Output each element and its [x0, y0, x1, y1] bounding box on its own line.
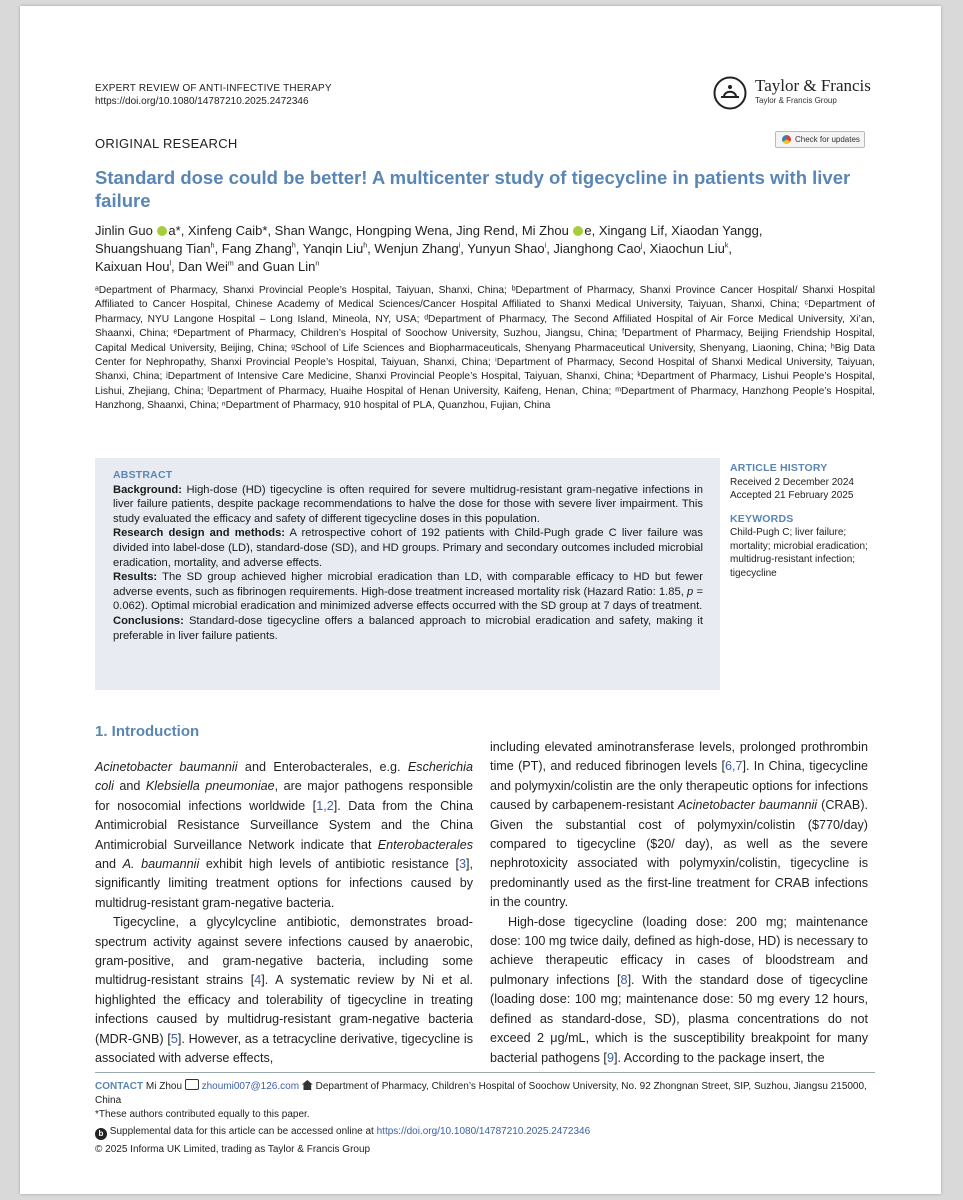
body-column-left — [95, 758, 473, 1069]
text-run: Enterobacterales — [377, 837, 473, 852]
abstract-text: = 0.062). Optimal microbial eradication and minimized adverse effects occurred with the SD group at 7 days of treatment. — [113, 585, 703, 613]
affil-sup: k — [724, 242, 729, 250]
text-run: ]. Data from the China Antimicrobial Resistance Surveillance System and the China Antimicrobial Surveillance Network indicate that — [95, 798, 473, 852]
author-text: e, Xingang Li — [584, 223, 661, 238]
affil-sup: h — [210, 242, 215, 250]
text-run: ]. In China, tigecycline and polymyxin/colistin are the only therapeutic options for infections caused by carbapenem-resistant — [490, 759, 868, 813]
author-text: Kaixuan Hou — [95, 259, 170, 274]
affil-sup: j — [640, 242, 643, 250]
author-text: f, Xiaodan Yang — [660, 223, 752, 238]
author-text: Shuangshuang Tian — [95, 241, 211, 256]
text-run: A. baumannii — [122, 857, 200, 872]
author-text: , Jianghong Cao — [546, 241, 641, 256]
text-run: ]. A systematic review by Ni et al. highlighted the efficacy and tolerability of tigecycline in treating infections caused by multidrug-resistant gram-negative bacteria (MDR-GNB) [ — [95, 973, 473, 1046]
author-text: b*, Shan Wang — [255, 223, 343, 238]
author-list: Jinlin Guo a*, Xinfeng Caib*, Shan Wangc, Hongping Wena, Jing Rend, Mi Zhou e, Xingang Lif, Xiaodan Yangg, Shuangshuang Tian$^h$, Fang Zhang$^h$, Yanqin Liu$^h$, Wenjun Zhang$^i$, Yunyun Shao$^i$, Jianghong Cao$^j$, Xiaochun Liu$^k$, Kaixuan Hou$^l$, Dan Wei$^m$ and Guan Lin$^n$ — [95, 223, 763, 274]
author-text: , Xiaochun Liu — [642, 241, 725, 256]
citation-link[interactable]: 4 — [254, 973, 262, 988]
text-run: exhibit high levels of antibiotic resistance [ — [199, 857, 459, 872]
orcid-icon[interactable] — [157, 226, 167, 236]
paragraph — [490, 913, 868, 1068]
keywords-heading: KEYWORDS — [730, 512, 794, 525]
text-run: Escherichia coli — [95, 760, 473, 794]
citation-link[interactable]: 5 — [170, 1031, 178, 1046]
article-title: Standard dose could be better! A multicenter study of tigecycline in patients with liver failure — [95, 167, 851, 211]
text-run: Acinetobacter baumannii — [95, 760, 238, 774]
text-run: (CRAB). Given the substantial cost of polymyxin/colistin ($770/day) compared to tigecycline ($20/ day), as well as the severe nephrotoxicity associated with polymyxin/colistin, tigecycline is predominantly used as the first-line treatment for CRAB infections in the country. — [490, 798, 869, 910]
abstract-text: p — [687, 585, 694, 598]
supplemental-link[interactable]: https://doi.org/10.1080/14787210.2025.2472346 — [376, 1126, 591, 1137]
text-run: and — [95, 857, 123, 872]
text-run: and Enterobacterales, e.g. — [237, 760, 408, 774]
contact-email-link[interactable]: zhoumi007@126.com — [201, 1081, 300, 1092]
affiliations: ᵃDepartment of Pharmacy, Shanxi Provincial People’s Hospital, Taiyuan, Shanxi, China; ᵇDepartment of Pharmacy, Shanxi Province Cancer Hospital/ Shanxi Hospital Affiliated to Cancer Hospital, Chinese Academy of Medical Sciences/Cancer Hospital Affiliated to Shanxi Medical University, Taiyuan, Shanxi, China; ᶜDepartment of Pharmacy, NYU Langone Hospital – Long Island, Mineola, NY, USA; ᵈDepartment of Pharmacy, The Second Affiliated Hospital of Air Force Medical University, Xi’an, Shaanxi, China; ᵉDepartment of Pharmacy, Children’s Hospital of Soochow University, Suzhou, Jiangsu, China; ᶠDepartment of Pharmacy, Beijing Friendship Hospital, Capital Medical University, Beijing, China; ᵍSchool of Life Sciences and Biopharmaceuticals, Shenyang Pharmaceutical University, Shenyang, Liaoning, China; ʰBig Data Center for Nephropathy, Shanxi Provincial People’s Hospital, Taiyuan, Shanxi, China; ⁱDepartment of Pharmacy, Second Hospital of Shanxi Medical University, Taiyuan, Shanxi, China; ʲDepartment of Intensive Care Medicine, Shanxi Provincial People’s Hospital, Taiyuan, Shanxi, China; ᵏDepartment of Pharmacy, Lishui People’s Hospital, Lishui, Zhejiang, China; ˡDepartment of Pharmacy, Huaihe Hospital of Henan University, Kaifeng, Henan, China; ᵐDepartment of Pharmacy, Hanzhong People’s Hospital, Hanzhong, Shaanxi, China; ⁿDepartment of Pharmacy, 910 hospital of PLA, Quanzhou, Fujian, China — [95, 285, 875, 412]
text-run: , are major pathogens responsible for nosocomial infections worldwide [ — [95, 779, 473, 813]
citation-link[interactable]: 9 — [606, 1050, 614, 1065]
check-updates-label: Check for updates — [795, 135, 860, 144]
journal-doi[interactable]: https://doi.org/10.1080/14787210.2025.2472346 — [95, 96, 309, 107]
author-text: c, Hongping Wen — [342, 223, 442, 238]
affil-sup: i — [458, 242, 461, 250]
citation-link[interactable]: 3 — [459, 857, 467, 872]
abstract-label: Research design and methods: — [113, 527, 286, 540]
contact-name: Mi Zhou — [143, 1081, 185, 1092]
text-run: ], significantly limiting treatment options for infections caused by multidrug-resistant gram-negative bacteria. — [95, 857, 474, 910]
copyright: © 2025 Informa UK Limited, trading as Taylor & Francis Group — [95, 1144, 371, 1155]
author-text: g, — [751, 223, 763, 238]
abstract-methods — [113, 526, 703, 570]
contact-line — [95, 1079, 875, 1108]
text-run: ]. According to the package insert, the — [613, 1050, 825, 1065]
equal-contribution-note: *These authors contributed equally to this paper. — [95, 1109, 310, 1120]
citation-link[interactable]: 1,2 — [316, 798, 334, 813]
contact-address: Department of Pharmacy, Children’s Hospital of Soochow University, No. 92 Zhongnan Street, SIP, Suzhou, Jiangsu 215000, China — [95, 1081, 867, 1106]
affil-sup: m — [227, 260, 234, 268]
history-heading: ARTICLE HISTORY — [730, 462, 828, 474]
affil-sup: l — [169, 260, 172, 268]
text-run: ]. With the standard dose of tigecycline (loading dose: 100 mg; maintenance dose: 50 mg every 12 hours, defined as standard-dose, SD), plasma concentrations do not exceed 2 μg/mL, which is the susceptibility breakpoint for many bacterial pathogens [ — [490, 972, 868, 1065]
affil-sup: h — [363, 242, 368, 250]
journal-name: EXPERT REVIEW OF ANTI-INFECTIVE THERAPY — [95, 83, 332, 94]
journal-header — [95, 82, 332, 108]
author-text: d, Mi Zhou — [507, 223, 573, 238]
abstract-conclusions — [113, 614, 703, 643]
author-text: , Yunyun Shao — [460, 241, 545, 256]
author-text: , Yanqin Liu — [295, 241, 364, 256]
citation-link[interactable]: 8 — [620, 972, 628, 987]
article-page — [20, 6, 941, 1194]
supplemental-line — [95, 1125, 875, 1140]
mail-icon — [185, 1079, 199, 1090]
author-text: , Dan Wei — [171, 259, 228, 274]
text-run: ]. However, as a tetracycline derivative, tigecycline is associated with adverse effects, — [95, 1031, 473, 1066]
paragraph — [95, 758, 473, 913]
crossmark-icon — [782, 135, 791, 144]
abstract-text: High-dose (HD) tigecycline is often required for severe multidrug-resistant gram-negative infections in liver failure patients, despite package recommendations to halve the dose for those with severe liver impairment. This study evaluated the efficacy and safety of different tigecycline doses in this population. — [113, 483, 703, 525]
abstract-background — [113, 483, 703, 527]
text-run: High-dose tigecycline (loading dose: 200 mg; maintenance dose: 100 mg twice daily, defined as high-dose, HD) is necessary to achieve therapeutic efficacy in cases of bloodstream and pulmonary infections [ — [490, 914, 868, 987]
author-text: a, Jing Ren — [441, 223, 508, 238]
author-text: , Wenjun Zhang — [367, 241, 459, 256]
received-date: Received 2 December 2024 — [730, 476, 854, 488]
author-text: a*, Xinfeng Cai — [168, 223, 256, 238]
publisher-group: Taylor & Francis Group — [755, 96, 837, 105]
body-column-right — [490, 738, 868, 1068]
text-run: Klebsiella pneumoniae — [145, 779, 275, 794]
abstract-label: Conclusions: — [113, 614, 184, 627]
text-run: and — [113, 779, 146, 794]
footer-divider — [95, 1072, 875, 1073]
author-text: and Guan Lin — [233, 259, 316, 274]
abstract-heading: ABSTRACT — [113, 469, 173, 481]
publisher-name: Taylor & Francis — [755, 76, 871, 95]
text-run: including elevated aminotransferase levels, prolonged prothrombin time (PT), and reduced fibrinogen levels [ — [490, 740, 868, 774]
accepted-date: Accepted 21 February 2025 — [730, 490, 854, 501]
publisher-logo — [713, 76, 873, 116]
text-run: Acinetobacter baumannii — [677, 798, 818, 813]
orcid-icon[interactable] — [573, 226, 583, 236]
author-text: , Fang Zhang — [214, 241, 292, 256]
check-updates-button[interactable] — [775, 131, 865, 148]
abstract-results — [113, 570, 703, 614]
supplemental-text: Supplemental data for this article can be accessed online at — [107, 1126, 377, 1137]
paragraph — [490, 738, 868, 913]
contact-label: CONTACT — [95, 1081, 144, 1092]
article-sidebar — [730, 462, 880, 580]
abstract-text: A retrospective cohort of 192 patients with Child-Pugh grade C liver failure was divided into label-dose (LD), standard-dose (SD), and HD groups. Primary and secondary outcomes included microbial eradication, mortality, and adverse effects. — [113, 527, 704, 569]
section-type: ORIGINAL RESEARCH — [95, 136, 238, 151]
abstract-label: Background: — [113, 483, 182, 496]
taylor-francis-logo-icon — [713, 76, 747, 110]
address-icon — [302, 1080, 313, 1090]
abstract-text: The SD group achieved higher microbial eradication than LD, with comparable efficacy to HD but fewer adverse events, such as fibrinogen requirements. High-dose treatment increased mortality risk (Hazard Ratio: 1.85, — [113, 571, 703, 598]
affil-sup: h — [291, 242, 296, 250]
keywords: Child-Pugh C; liver failure; mortality; microbial eradication; multidrug-resistant infection; tigecycline — [730, 527, 868, 579]
abstract-box — [95, 458, 720, 690]
citation-link[interactable]: 6,7 — [724, 759, 743, 774]
intro-heading: 1. Introduction — [95, 723, 200, 740]
text-run: Tigecycline, a glycylcycline antibiotic, demonstrates broad-spectrum activity against severe infections caused by anaerobic, gram-positive, and gram-negative bacteria, including some multidrug-resistant strains [ — [95, 915, 473, 988]
abstract-label: Results: — [113, 571, 158, 584]
article-footer — [95, 1079, 875, 1157]
paragraph — [95, 913, 473, 1068]
abstract-text: Standard-dose tigecycline offers a balanced approach to microbial eradication and safety, making it preferable in liver failure patients. — [113, 614, 703, 642]
affil-sup: n — [315, 260, 320, 268]
affil-sup: i — [544, 242, 547, 250]
supplemental-icon: b — [95, 1128, 107, 1140]
author-text: Jinlin Guo — [95, 223, 157, 238]
